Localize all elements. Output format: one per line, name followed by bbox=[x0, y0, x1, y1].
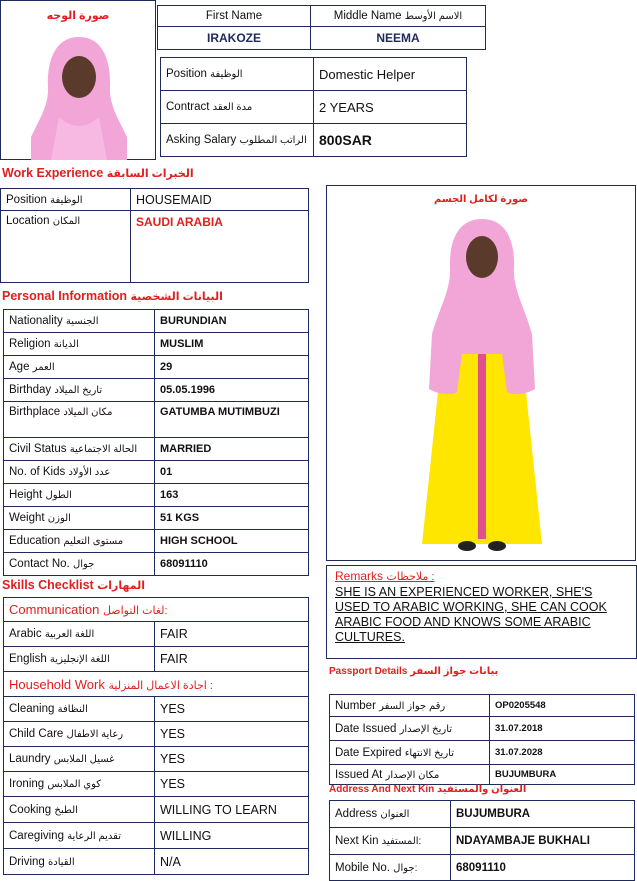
passport-issued-label-ar: تاريخ الإصدار bbox=[399, 723, 453, 735]
address-label bbox=[330, 801, 451, 828]
household-header-en: Household Work bbox=[9, 676, 105, 692]
passport-number-label bbox=[330, 695, 490, 717]
contract-label-ar: مدة العقد bbox=[212, 102, 253, 113]
mobile-value: 68091110 bbox=[451, 855, 635, 881]
next-kin-label-en: Next Kin bbox=[335, 835, 379, 847]
passport-expired-value: 31.07.2028 bbox=[490, 741, 635, 765]
ironing-label-en: Ironing bbox=[9, 778, 45, 790]
religion-value: MUSLIM bbox=[155, 333, 309, 356]
birthday-value: 05.05.1996 bbox=[155, 379, 309, 402]
next-kin-label-ar: المستفيد: bbox=[381, 836, 422, 847]
first-name-label: First Name bbox=[158, 6, 311, 27]
experience-position-label-ar: الوظيفة bbox=[50, 194, 83, 206]
education-value: HIGH SCHOOL bbox=[155, 530, 309, 553]
weight-label-en: Weight bbox=[9, 512, 45, 524]
middle-name-label-en: Middle Name bbox=[333, 10, 402, 22]
nationality-label-ar: الجنسية bbox=[65, 316, 99, 327]
birthday-label bbox=[4, 379, 155, 402]
cleaning-value: YES bbox=[155, 697, 309, 722]
cooking-label-en: Cooking bbox=[9, 803, 52, 816]
passport-expired-label-ar: تاريخ الانتهاء bbox=[404, 747, 455, 759]
address-table bbox=[329, 800, 635, 881]
birthplace-value: GATUMBA MUTIMBUZI bbox=[155, 402, 309, 438]
cooking-label bbox=[4, 797, 155, 823]
cleaning-label bbox=[4, 697, 155, 722]
address-title-en: Address And Next Kin bbox=[329, 784, 435, 795]
civil-status-value: MARRIED bbox=[155, 438, 309, 461]
cleaning-label-en: Cleaning bbox=[9, 703, 55, 715]
education-label-ar: مستوى التعليم bbox=[63, 536, 124, 547]
personal-info-table bbox=[3, 309, 309, 576]
birthday-label-ar: تاريخ الميلاد bbox=[54, 385, 103, 396]
weight-label bbox=[4, 507, 155, 530]
middle-name-label-ar: الاسم الأوسط bbox=[404, 11, 463, 22]
job-value: Domestic Helper bbox=[314, 58, 467, 91]
birthplace-label bbox=[4, 402, 155, 438]
child-care-value: YES bbox=[155, 722, 309, 747]
height-label-en: Height bbox=[9, 489, 43, 501]
arabic-value: FAIR bbox=[155, 622, 309, 647]
passport-number-label-ar: رقم جواز السفر bbox=[379, 700, 446, 712]
child-care-label-ar: رعاية الاطفال bbox=[66, 729, 124, 740]
remarks-text: SHE IS AN EXPERIENCED WORKER, SHE'S USED TO ARABIC WORKING, SHE CAN COOK ARABIC FOOD AND KNOWS SOME ARABIC CULTURES. bbox=[335, 585, 607, 644]
contact-label bbox=[4, 553, 155, 576]
driving-label-en: Driving bbox=[9, 855, 45, 868]
caregiving-label-ar: تقديم الرعاية bbox=[67, 830, 121, 842]
weight-value: 51 KGS bbox=[155, 507, 309, 530]
religion-label bbox=[4, 333, 155, 356]
kids-label-en: No. of Kids bbox=[9, 466, 66, 478]
passport-issued-at-label-en: Issued At bbox=[335, 768, 383, 781]
salary-label-ar: الراتب المطلوب bbox=[239, 135, 307, 146]
skills-title bbox=[2, 578, 145, 592]
personal-info-title-en: Personal Information bbox=[2, 289, 128, 303]
ironing-value: YES bbox=[155, 772, 309, 797]
middle-name-value: NEEMA bbox=[311, 27, 486, 50]
experience-location-label-en: Location bbox=[6, 215, 50, 227]
experience-location-value: SAUDI ARABIA bbox=[131, 211, 309, 283]
driving-label bbox=[4, 849, 155, 875]
civil-status-label bbox=[4, 438, 155, 461]
contract-label bbox=[161, 91, 314, 124]
kids-label bbox=[4, 461, 155, 484]
job-label bbox=[161, 58, 314, 91]
laundry-label bbox=[4, 747, 155, 772]
kids-value: 01 bbox=[155, 461, 309, 484]
skills-table bbox=[3, 597, 309, 875]
driving-value: N/A bbox=[155, 849, 309, 875]
passport-issued-at-label-ar: مكان الإصدار bbox=[385, 769, 440, 781]
caregiving-value: WILLING bbox=[155, 823, 309, 849]
passport-number-label-en: Number bbox=[335, 699, 376, 712]
name-table bbox=[157, 5, 486, 50]
personal-info-title bbox=[2, 289, 223, 303]
passport-title-ar: بيانات جواز السفر bbox=[410, 666, 499, 677]
salary-value: 800SAR bbox=[314, 124, 467, 157]
contact-value: 68091110 bbox=[155, 553, 309, 576]
address-label-ar: العنوان bbox=[380, 809, 410, 820]
full-photo-frame bbox=[326, 185, 636, 561]
mobile-label-ar: جوال: bbox=[393, 862, 418, 874]
ironing-label-ar: كوي الملابس bbox=[47, 779, 102, 790]
salary-label bbox=[161, 124, 314, 157]
mobile-label-en: Mobile No. bbox=[335, 861, 390, 874]
passport-expired-label-en: Date Expired bbox=[335, 746, 402, 759]
civil-status-label-ar: الحالة الاجتماعية bbox=[69, 444, 138, 455]
middle-name-label bbox=[311, 6, 486, 27]
next-kin-label bbox=[330, 828, 451, 855]
birthday-label-en: Birthday bbox=[9, 384, 52, 396]
household-header bbox=[4, 672, 309, 697]
skills-title-en: Skills Checklist bbox=[2, 578, 94, 592]
nationality-label bbox=[4, 310, 155, 333]
communication-header bbox=[4, 598, 309, 622]
age-label-ar: العمر bbox=[32, 362, 55, 373]
education-label bbox=[4, 530, 155, 553]
address-title-ar: العنوان والمستفيد bbox=[436, 784, 527, 795]
english-value: FAIR bbox=[155, 647, 309, 672]
next-kin-value: NDAYAMBAJE BUKHALI bbox=[451, 828, 635, 855]
experience-position-label-en: Position bbox=[6, 193, 47, 206]
first-name-value: IRAKOZE bbox=[158, 27, 311, 50]
age-value: 29 bbox=[155, 356, 309, 379]
personal-info-title-ar: البيانات الشخصية bbox=[130, 291, 223, 303]
laundry-label-ar: غسيل الملابس bbox=[53, 754, 115, 765]
contract-value: 2 YEARS bbox=[314, 91, 467, 124]
birthplace-label-en: Birthplace bbox=[9, 406, 61, 418]
age-label-en: Age bbox=[9, 361, 30, 373]
job-table bbox=[160, 57, 467, 157]
cooking-value: WILLING TO LEARN bbox=[155, 797, 309, 823]
kids-label-ar: عدد الأولاد bbox=[68, 467, 111, 478]
birthplace-label-ar: مكان الميلاد bbox=[63, 407, 113, 418]
passport-issued-value: 31.07.2018 bbox=[490, 717, 635, 741]
full-body-portrait-icon bbox=[327, 214, 637, 554]
passport-table bbox=[329, 694, 635, 785]
work-experience-title-ar: الخبرات السابقة bbox=[106, 168, 194, 180]
cleaning-label-ar: النظافة bbox=[57, 704, 88, 715]
civil-status-label-en: Civil Status bbox=[9, 443, 67, 455]
address-label-en: Address bbox=[335, 808, 378, 820]
face-photo-frame bbox=[0, 0, 156, 160]
experience-location-label bbox=[1, 211, 131, 283]
address-value: BUJUMBURA bbox=[451, 801, 635, 828]
laundry-label-en: Laundry bbox=[9, 753, 51, 765]
address-title bbox=[329, 784, 526, 795]
work-experience-title-en: Work Experience bbox=[2, 166, 104, 180]
height-value: 163 bbox=[155, 484, 309, 507]
full-photo-title: صورة لكامل الجسم bbox=[434, 194, 528, 205]
child-care-label bbox=[4, 722, 155, 747]
communication-header-ar: لغات التواصل: bbox=[102, 605, 168, 617]
passport-issued-at-label bbox=[330, 765, 490, 785]
contract-label-en: Contract bbox=[166, 101, 210, 113]
laundry-value: YES bbox=[155, 747, 309, 772]
experience-position-label bbox=[1, 189, 131, 211]
religion-label-ar: الديانة bbox=[53, 339, 79, 350]
passport-title-en: Passport Details bbox=[329, 666, 408, 677]
work-experience-title bbox=[2, 166, 194, 180]
religion-label-en: Religion bbox=[9, 338, 51, 350]
job-label-ar: الوظيفة bbox=[210, 69, 243, 80]
arabic-label bbox=[4, 622, 155, 647]
arabic-label-ar: اللغة العربية bbox=[44, 629, 95, 640]
nationality-label-en: Nationality bbox=[9, 315, 63, 327]
height-label-ar: الطول bbox=[45, 490, 72, 501]
english-label-en: English bbox=[9, 653, 47, 665]
job-label-en: Position bbox=[166, 68, 207, 80]
passport-issued-label bbox=[330, 717, 490, 741]
weight-label-ar: الوزن bbox=[47, 513, 71, 524]
nationality-value: BURUNDIAN bbox=[155, 310, 309, 333]
salary-label-en: Asking Salary bbox=[166, 134, 237, 146]
passport-expired-label bbox=[330, 741, 490, 765]
passport-number-value: OP0205548 bbox=[490, 695, 635, 717]
arabic-label-en: Arabic bbox=[9, 628, 42, 640]
passport-issued-label-en: Date Issued bbox=[335, 722, 397, 735]
height-label bbox=[4, 484, 155, 507]
skills-title-ar: المهارات bbox=[97, 580, 146, 592]
cooking-label-ar: الطبخ bbox=[54, 804, 78, 816]
remarks-title bbox=[335, 569, 628, 583]
work-experience-table bbox=[0, 188, 309, 283]
remarks-title-ar: ملاحظات : bbox=[386, 571, 435, 583]
passport-issued-at-value: BUJUMBURA bbox=[490, 765, 635, 785]
caregiving-label bbox=[4, 823, 155, 849]
ironing-label bbox=[4, 772, 155, 797]
household-header-ar: اجادة الاعمال المنزلية : bbox=[108, 679, 213, 692]
mobile-label bbox=[330, 855, 451, 881]
contact-label-ar: جوال bbox=[72, 559, 95, 570]
english-label bbox=[4, 647, 155, 672]
remarks-title-en: Remarks bbox=[335, 569, 384, 583]
face-photo-title: صورة الوجه bbox=[46, 10, 110, 22]
child-care-label-en: Child Care bbox=[9, 728, 64, 740]
remarks-box bbox=[326, 565, 637, 659]
contact-label-en: Contact No. bbox=[9, 558, 70, 570]
age-label bbox=[4, 356, 155, 379]
communication-header-en: Communication bbox=[9, 602, 100, 617]
experience-location-label-ar: المكان bbox=[52, 216, 81, 227]
english-label-ar: اللغة الإنجليزية bbox=[49, 654, 110, 665]
face-photo-portrait-icon bbox=[1, 25, 157, 160]
experience-position-value: HOUSEMAID bbox=[131, 189, 309, 211]
education-label-en: Education bbox=[9, 535, 61, 547]
driving-label-ar: القيادة bbox=[48, 856, 75, 868]
passport-title bbox=[329, 666, 498, 677]
caregiving-label-en: Caregiving bbox=[9, 829, 64, 842]
